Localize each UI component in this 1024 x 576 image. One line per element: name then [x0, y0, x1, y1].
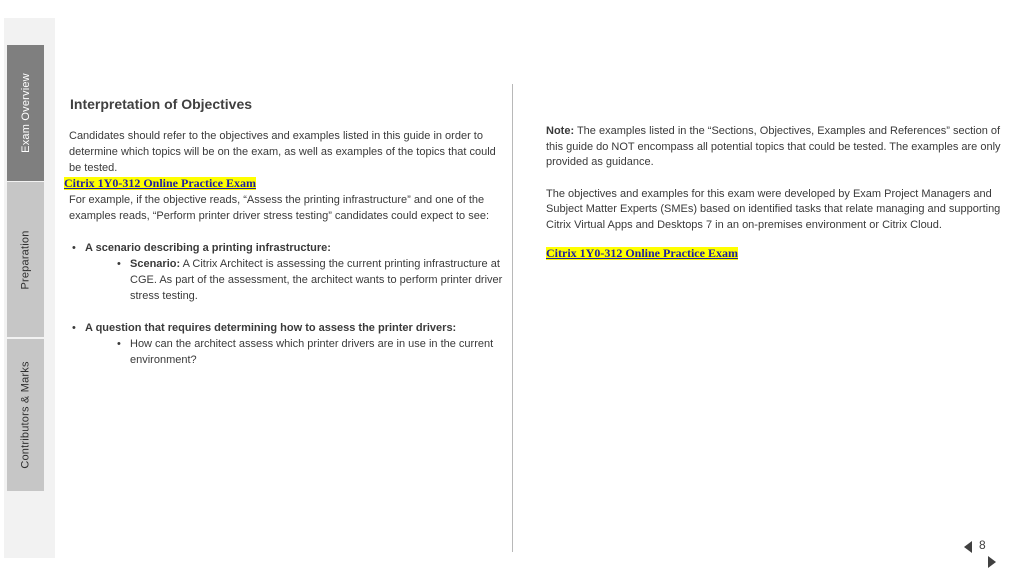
previous-page-icon[interactable] [964, 541, 972, 553]
tab-exam-overview[interactable] [7, 45, 44, 181]
bullet-title: A question that requires determining how to assess the printer drivers: [85, 322, 457, 334]
note-paragraph [546, 124, 1001, 171]
bullet-title: A scenario describing a printing infrastructure: [85, 242, 331, 254]
pager [964, 539, 986, 555]
note-text: The examples listed in the “Sections, Objectives, Examples and References” section of this guide do NOT encompass all potential topics that could be tested. The examples are only provided as guidance. [546, 125, 1001, 168]
list-item [69, 240, 507, 304]
practice-exam-link-right[interactable]: Citrix 1Y0-312 Online Practice Exam [546, 246, 738, 260]
list-item [69, 320, 507, 368]
question-text: How can the architect assess which printer drivers are in use in the current environment? [130, 338, 494, 366]
list-item [85, 256, 507, 304]
practice-exam-link-left[interactable]: Citrix 1Y0-312 Online Practice Exam [64, 176, 256, 190]
scenario-text: A Citrix Architect is assessing the current printing infrastructure at CGE. As part of the assessment, the architect wants to perform printer driver stress testing. [130, 258, 503, 302]
example-paragraph: For example, if the objective reads, “Assess the printing infrastructure” and one of the examples reads, “Perform printer driver stress testing” candidates could expect to see: [69, 194, 490, 222]
tab-contributors-marks[interactable] [7, 339, 44, 491]
list-item [85, 336, 507, 368]
page-heading: Interpretation of Objectives [70, 96, 253, 112]
next-page-icon[interactable] [988, 556, 996, 568]
note-label: Note: [546, 125, 575, 137]
scenario-label: Scenario: [130, 258, 181, 270]
tab-preparation-label: Preparation [19, 229, 32, 290]
tab-exam-overview-label: Exam Overview [19, 73, 32, 153]
column-divider [512, 84, 513, 552]
example-bullets [69, 240, 507, 368]
right-column [546, 124, 1001, 263]
next-page-wrap [991, 540, 996, 568]
left-column [64, 128, 507, 368]
page-number: 8 [979, 538, 986, 552]
tab-preparation[interactable] [7, 182, 44, 337]
intro-paragraph: Candidates should refer to the objectives and examples listed in this guide in order to determine which topics will be on the exam, as well as examples of the topics that could be tested. [69, 130, 496, 174]
objectives-paragraph: The objectives and examples for this exam were developed by Exam Project Managers and Subject Matter Experts (SMEs) based on identified tasks that relate managing and supporting Citrix Virtual Apps and Desktops 7 in an on-premises environment or Citrix Cloud. [546, 187, 1001, 231]
tab-contributors-marks-label: Contributors & Marks [19, 361, 32, 469]
